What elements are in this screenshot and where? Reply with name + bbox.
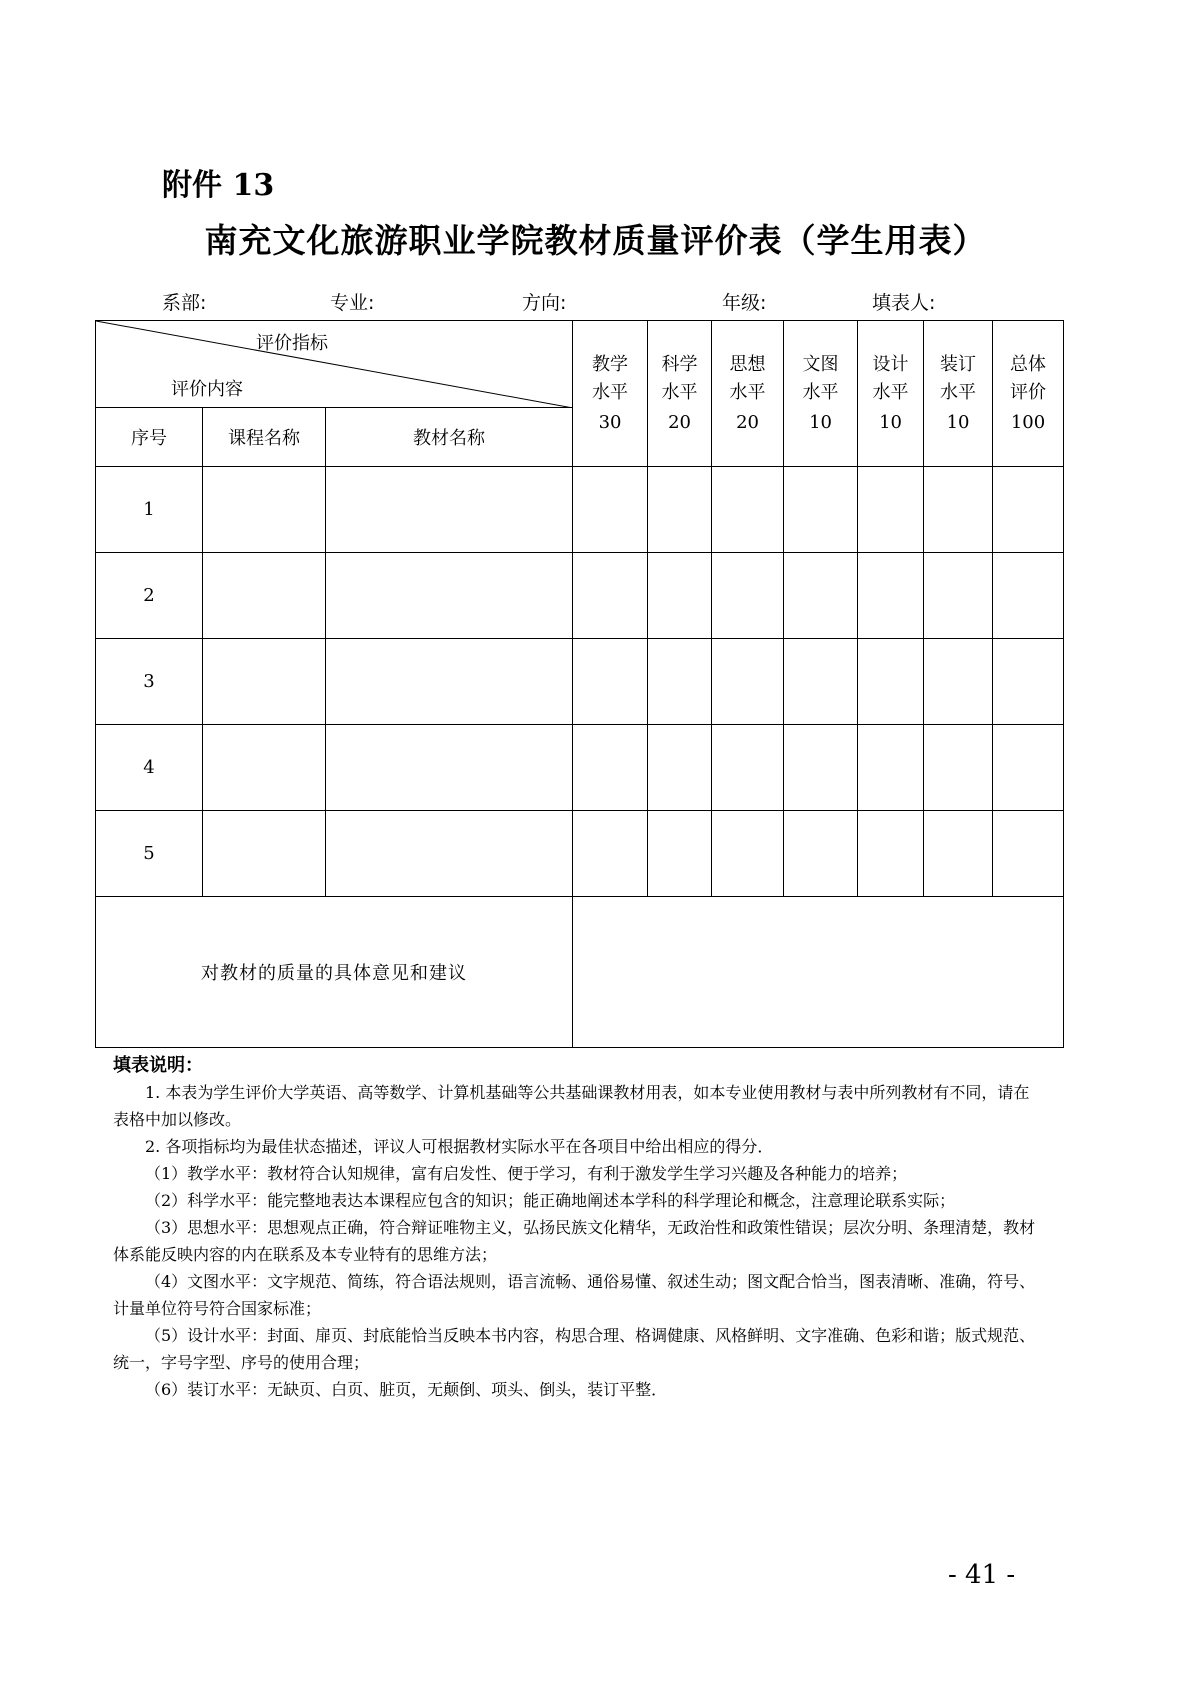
instruction-item: （6）装订水平：无缺页、白页、脏页，无颠倒、项头、倒头，装订平整．	[145, 1380, 668, 1399]
score-cell[interactable]	[648, 725, 712, 811]
table-row	[96, 467, 1064, 553]
score-cell[interactable]	[712, 811, 784, 897]
header-indicator-label: 评价指标	[256, 333, 328, 354]
header-textbook-name: 教材名称	[326, 408, 573, 467]
score-cell[interactable]	[858, 639, 924, 725]
textbook-name-cell[interactable]	[326, 553, 573, 639]
textbook-name-cell[interactable]	[326, 467, 573, 553]
score-cell[interactable]	[924, 639, 993, 725]
field-department-label: 系部:	[162, 292, 207, 314]
score-cell[interactable]	[858, 553, 924, 639]
score-cell[interactable]	[858, 467, 924, 553]
instructions-title: 填表说明：	[113, 1055, 203, 1076]
score-cell[interactable]	[784, 725, 858, 811]
header-text-figure: 文图 水平 10	[784, 321, 858, 467]
table-row	[96, 639, 1064, 725]
table-row	[96, 553, 1064, 639]
instruction-item: 2. 各项指标均为最佳状态描述，评议人可根据教材实际水平在各项目中给出相应的得分．	[145, 1137, 774, 1156]
score-cell[interactable]	[648, 811, 712, 897]
score-cell[interactable]	[784, 811, 858, 897]
header-teaching: 教学 水平 30	[573, 321, 648, 467]
header-science: 科学 水平 20	[648, 321, 712, 467]
instruction-item: （4）文图水平：文字规范、简练，符合语法规则，语言流畅、通俗易懂、叙述生动；图文配合恰当，图表清晰、准确，符号、计量单位符号符合国家标准；	[113, 1272, 1036, 1318]
instruction-item: （2）科学水平：能完整地表达本课程应包含的知识；能正确地阐述本学科的科学理论和概念，注意理论联系实际；	[145, 1191, 956, 1210]
score-cell[interactable]	[993, 639, 1064, 725]
header-thought: 思想 水平 20	[712, 321, 784, 467]
score-cell[interactable]	[573, 467, 648, 553]
header-index: 序号	[96, 408, 203, 467]
header-content-label: 评价内容	[171, 379, 243, 400]
header-course-name: 课程名称	[203, 408, 326, 467]
row-index: 2	[96, 553, 203, 639]
header-design: 设计 水平 10	[858, 321, 924, 467]
course-name-cell[interactable]	[203, 639, 326, 725]
score-cell[interactable]	[648, 553, 712, 639]
table-row	[96, 725, 1064, 811]
instruction-item: （3）思想水平：思想观点正确，符合辩证唯物主义，弘扬民族文化精华，无政治性和政策性错误；层次分明、条理清楚，教材体系能反映内容的内在联系及本专业特有的思维方法；	[113, 1218, 1036, 1264]
score-cell[interactable]	[993, 553, 1064, 639]
evaluation-table	[95, 320, 1064, 1048]
score-cell[interactable]	[993, 467, 1064, 553]
score-cell[interactable]	[993, 811, 1064, 897]
diagonal-line	[96, 321, 573, 408]
score-cell[interactable]	[573, 725, 648, 811]
score-cell[interactable]	[924, 811, 993, 897]
score-cell[interactable]	[712, 467, 784, 553]
score-cell[interactable]	[993, 725, 1064, 811]
score-cell[interactable]	[924, 553, 993, 639]
score-cell[interactable]	[784, 639, 858, 725]
score-cell[interactable]	[858, 811, 924, 897]
header-overall: 总体 评价 100	[993, 321, 1064, 467]
score-cell[interactable]	[784, 553, 858, 639]
score-cell[interactable]	[712, 725, 784, 811]
instruction-item: （1）教学水平：教材符合认知规律，富有启发性、便于学习，有利于激发学生学习兴趣及各种能力的培养；	[145, 1164, 908, 1183]
score-cell[interactable]	[784, 467, 858, 553]
instructions	[113, 1052, 1045, 1403]
textbook-name-cell[interactable]	[326, 639, 573, 725]
score-cell[interactable]	[648, 467, 712, 553]
field-filler-label: 填表人:	[872, 292, 936, 314]
course-name-cell[interactable]	[203, 467, 326, 553]
score-cell[interactable]	[573, 553, 648, 639]
opinion-label: 对教材的质量的具体意见和建议	[96, 897, 573, 1048]
row-index: 5	[96, 811, 203, 897]
score-cell[interactable]	[648, 639, 712, 725]
score-cell[interactable]	[924, 725, 993, 811]
table-row	[96, 811, 1064, 897]
score-cell[interactable]	[712, 553, 784, 639]
course-name-cell[interactable]	[203, 725, 326, 811]
diagonal-header-cell	[96, 321, 573, 408]
page-title: 南充文化旅游职业学院教材质量评价表（学生用表）	[204, 221, 987, 260]
attachment-label: 附件 13	[162, 168, 275, 203]
field-grade-label: 年级:	[722, 292, 767, 314]
field-direction-label: 方向:	[522, 292, 567, 314]
textbook-name-cell[interactable]	[326, 811, 573, 897]
score-cell[interactable]	[712, 639, 784, 725]
textbook-name-cell[interactable]	[326, 725, 573, 811]
score-cell[interactable]	[924, 467, 993, 553]
course-name-cell[interactable]	[203, 811, 326, 897]
score-cell[interactable]	[573, 811, 648, 897]
row-index: 1	[96, 467, 203, 553]
row-index: 4	[96, 725, 203, 811]
row-index: 3	[96, 639, 203, 725]
instruction-item: （5）设计水平：封面、扉页、封底能恰当反映本书内容，构思合理、格调健康、风格鲜明、文字准确、色彩和谐；版式规范、统一，字号字型、序号的使用合理；	[113, 1326, 1036, 1372]
page-number: - 41 -	[948, 1560, 1016, 1590]
instruction-item: 1. 本表为学生评价大学英语、高等数学、计算机基础等公共基础课教材用表，如本专业使用教材与表中所列教材有不同，请在表格中加以修改。	[113, 1083, 1030, 1129]
field-major-label: 专业:	[330, 292, 375, 314]
course-name-cell[interactable]	[203, 553, 326, 639]
score-cell[interactable]	[573, 639, 648, 725]
opinion-input-cell[interactable]	[573, 897, 1064, 1048]
header-binding: 装订 水平 10	[924, 321, 993, 467]
score-cell[interactable]	[858, 725, 924, 811]
